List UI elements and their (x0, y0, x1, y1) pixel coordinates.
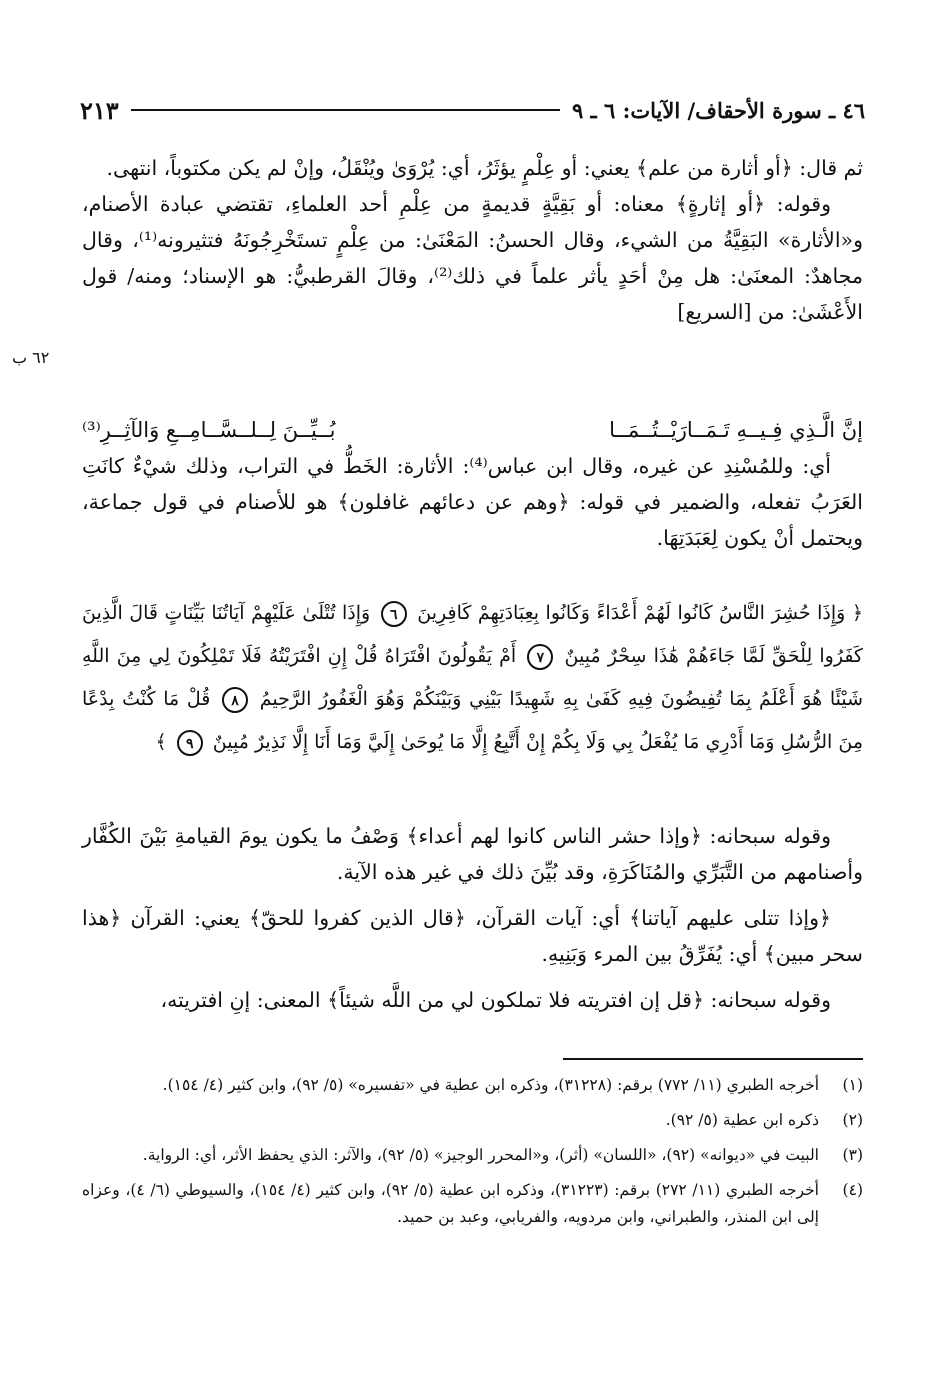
quran-ayah-text: وَإِذَا تُتْلَىٰ عَلَيْهِمْ آيَاتُنَا بَيِّنَاتٍ قَالَ الَّذِينَ كَفَرُوا لِلْحَقِّ لَمَّا جَاءَهُمْ هَٰذَا سِحْرٌ مُبِينٌ (82, 602, 863, 667)
paragraph: ﴿وإذا تتلى عليهم آياتنا﴾ أي: آيات القرآن، ﴿قال الذين كفروا للحقّ﴾ يعني: القرآن ﴿هذا سحر مبين﴾ أي: يُفَرِّقُ بين المرء وَبَنِيهِ. (82, 906, 863, 966)
footnote-item (82, 1072, 863, 1099)
paragraph: وقوله سبحانه: ﴿وإذا حشر الناس كانوا لهم أعداء﴾ وَصْفُ ما يكون يومَ القيامةِ بَيْنَ الكُفَّار وأصنامهم من التَّبَرِّي والمُنَاكَرَةِ، وقد بُيِّنَ ذلك في غير هذه الآية. (82, 824, 863, 884)
paragraph: وقوله سبحانه: ﴿قل إن افتريته فلا تملكون لي من اللَّه شيئاً﴾ المعنى: إنِ افتريته، (160, 988, 831, 1012)
paragraph: وقوله: ﴿أو إثارةٍ﴾ معناه: أو بَقِيَّةٍ قديمةٍ من عِلْمِ أحد العلماءِ، تقتضي عبادة الأصنام، و«الأثارة» البَقِيَّةُ من الشيء، وقال الحسنُ: المَعْنَىٰ: من عِلْمٍ تستَخْرِجُونَهُ فتثيرونه⁽¹⁾، وقال مجاهدٌ: المعنَىٰ: هل مِنْ أحَدٍ يأثر علماً في ذلك⁽²⁾، وقالَ القرطبيُّ: هو الإسناد؛ ومنه/ قول الأَعْشَىٰ: من [السريع] (82, 192, 863, 324)
quran-ayah-text: أَمْ يَقُولُونَ افْتَرَاهُ قُلْ إِنِ افْتَرَيْتُهُ فَلَا تَمْلِكُونَ لِي مِنَ اللَّهِ شَيْئًا هُوَ أَعْلَمُ بِمَا تُفِيضُونَ فِيهِ كَفَىٰ بِهِ شَهِيدًا بَيْنِي وَبَيْنَكُمْ وَهُوَ الْغَفُورُ الرَّحِيمُ (82, 645, 863, 710)
footnote-separator (563, 1058, 863, 1060)
ayah-number-marker: ٦ (381, 601, 407, 627)
footnote-text: أخرجه الطبري (١١/ ٧٧٢) برقم: (٣١٢٢٨)، وذكره ابن عطية في «تفسيره» (٥/ ٩٢)، وابن كثير (٤/ ١٥٤). (162, 1076, 819, 1094)
footnote-text: أخرجه الطبري (١١/ ٢٧٢) برقم: (٣١٢٢٣)، وذكره ابن عطية (٥/ ٩٢)، وابن كثير (٤/ ١٥٤)، والسيوطي (٦/ ٤)، وعزاه إلى ابن المنذر، والطبراني، وابن مردويه، والفريابي، وعبد بن حميد. (82, 1181, 819, 1226)
page-number: ٢١٣ (80, 95, 119, 125)
footnote-text: البيت في «ديوانه» (٩٢)، «اللسان» (أثر)، و«المحرر الوجيز» (٥/ ٩٢)، والآثر: الذي يحفظ الأثر، أي: الرواية. (142, 1146, 819, 1164)
verse-left-hemistich: بُــيِّــنَ لِــلــسَّــامِــعِ وَالآثِــرِ⁽³⁾ (82, 418, 336, 442)
header-rule (131, 109, 560, 111)
ayah-number-marker: ٩ (177, 730, 203, 756)
footnote-item (82, 1107, 863, 1134)
quran-ayah-text: قُلْ مَا كُنْتُ بِدْعًا مِنَ الرُّسُلِ وَمَا أَدْرِي مَا يُفْعَلُ بِي وَلَا بِكُمْ إِنْ أَتَّبِعُ إِلَّا مَا يُوحَىٰ إِلَيَّ وَمَا أَنَا إِلَّا نَذِيرٌ مُبِينٌ (82, 688, 863, 753)
body-text-after-verse (82, 448, 863, 556)
footnote-text: ذكره ابن عطية (٥/ ٩٢). (665, 1111, 819, 1129)
header-title: ٤٦ ـ سورة الأحقاف/ الآيات: ٦ ـ ٩ (571, 97, 865, 123)
running-header (80, 92, 865, 128)
footnote-item (82, 1177, 863, 1231)
margin-manuscript-note: ٦٢ ب (12, 348, 50, 367)
footnote-item (82, 1142, 863, 1169)
body-text-top (82, 150, 863, 330)
quran-open-bracket: ﴿ (851, 602, 863, 624)
footnote-number: (٤) (842, 1181, 863, 1199)
footnote-number: (٢) (842, 1111, 863, 1129)
quran-passage (82, 592, 863, 764)
quran-ayah-text: وَإِذَا حُشِرَ النَّاسُ كَانُوا لَهُمْ أَعْدَاءً وَكَانُوا بِعِبَادَتِهِمْ كَافِرِينَ (417, 602, 846, 624)
footnotes (82, 1072, 863, 1239)
ayah-number-marker: ٧ (527, 644, 553, 670)
paragraph: أي: وللمُسْنِدِ عن غيره، وقال ابن عباس⁽⁴⁾: الأثارة: الخَطُّ في التراب، وذلك شيْءٌ كانَتِ العَرَبُ تفعله، والضمير في قوله: ﴿وهم عن دعائهم غافلون﴾ هو للأصنام في قول جماعة، ويحتمل أنْ يكون لِعَبَدَتِهَا. (82, 454, 863, 550)
footnote-number: (١) (842, 1076, 863, 1094)
quran-close-bracket: ﴾ (155, 731, 167, 753)
verse-right-hemistich: إنَّ الَّـذِي فِـيــهِ تَـمَــارَيْــتُــمَــا (609, 418, 863, 442)
poetry-verse (82, 398, 863, 442)
ayah-number-marker: ٨ (222, 687, 248, 713)
footnote-number: (٣) (842, 1146, 863, 1164)
body-text-bottom (82, 818, 863, 1018)
paragraph: ثم قال: ﴿أو أثارة من علم﴾ يعني: أو عِلْمٍ يؤثَرُ، أي: يُرْوَىٰ ويُنْقَلُ، وإنْ لم يكن مكتوباً، انتهى. (106, 156, 863, 180)
